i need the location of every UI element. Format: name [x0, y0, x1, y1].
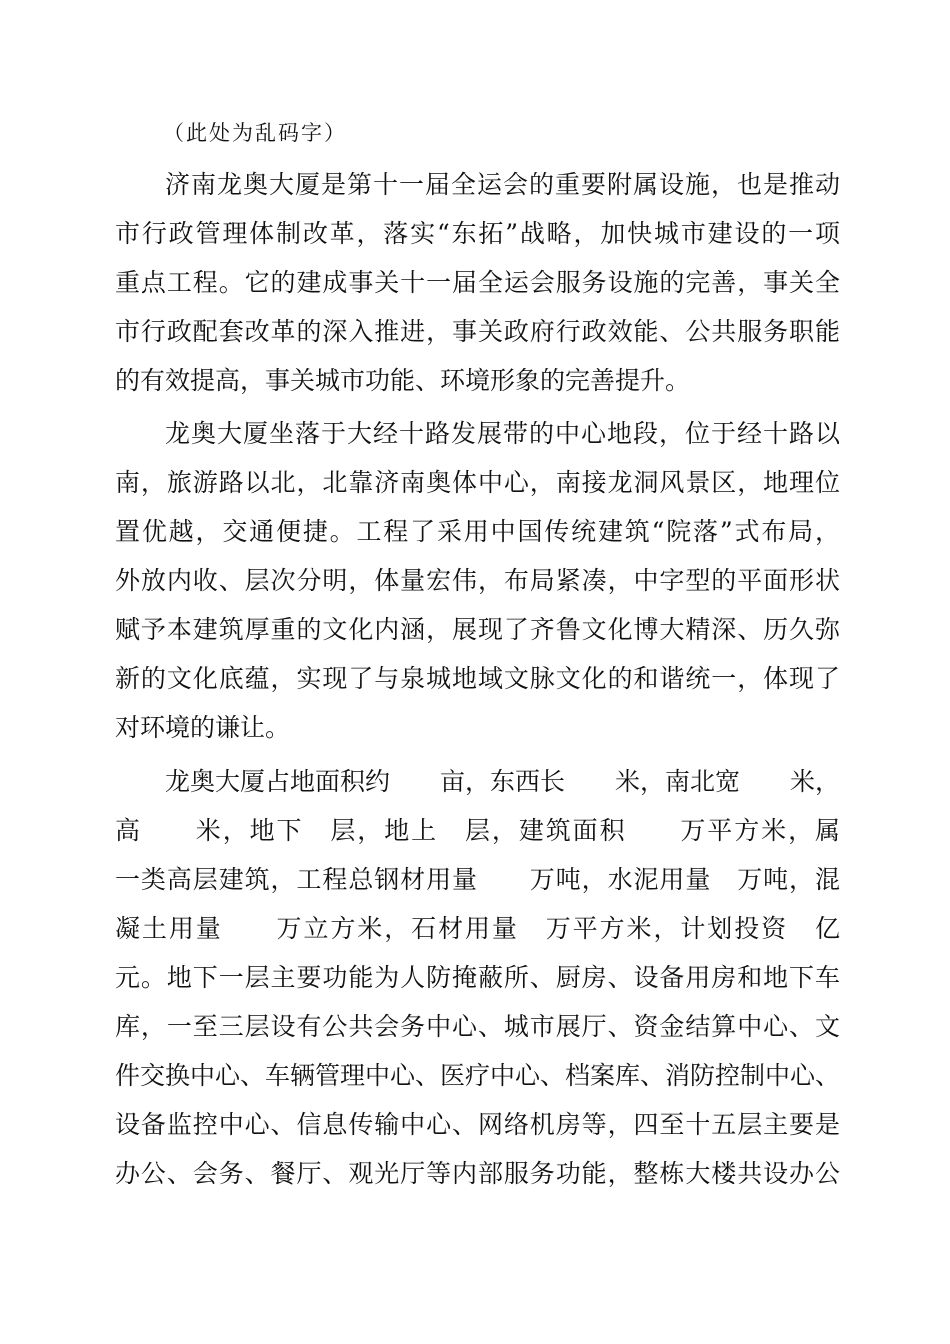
paragraph-line: 库，一至三层设有公共会务中心、城市展厅、资金结算中心、文	[115, 1012, 840, 1041]
paragraph-line: 高 米，地下 层，地上 层，建筑面积 万平方米，属	[115, 816, 840, 845]
paragraph-line: 件交换中心、车辆管理中心、医疗中心、档案库、消防控制中心、	[115, 1061, 840, 1090]
paragraph-line: 济南龙奥大厦是第十一届全运会的重要附属设施，也是推动	[165, 170, 840, 199]
paragraph-line: 对环境的谦让。	[115, 713, 291, 742]
paragraph-line: 市行政管理体制改革，落实“东拓”战略，加快城市建设的一项	[115, 219, 840, 248]
section-heading: （此处为乱码字）	[163, 121, 347, 145]
paragraph-1	[115, 160, 840, 405]
paragraph-line: 外放内收、层次分明，体量宏伟，布局紧凑，中字型的平面形状	[115, 566, 840, 595]
paragraph-3	[115, 757, 840, 1198]
paragraph-line: 南，旅游路以北，北靠济南奥体中心，南接龙洞风景区，地理位	[115, 468, 840, 497]
paragraph-line: 龙奥大厦占地面积约 亩，东西长 米，南北宽 米，	[165, 767, 840, 796]
paragraph-line: 赋予本建筑厚重的文化内涵，展现了齐鲁文化博大精深、历久弥	[115, 615, 840, 644]
paragraph-line: 市行政配套改革的深入推进，事关政府行政效能、公共服务职能	[115, 317, 840, 346]
paragraph-line: 凝土用量 万立方米，石材用量 万平方米，计划投资 亿	[115, 914, 840, 943]
paragraph-line: 重点工程。它的建成事关十一届全运会服务设施的完善，事关全	[115, 268, 840, 297]
paragraph-line: 设备监控中心、信息传输中心、网络机房等，四至十五层主要是	[115, 1110, 840, 1139]
paragraph-line: 龙奥大厦坐落于大经十路发展带的中心地段，位于经十路以	[165, 419, 840, 448]
paragraph-line: 的有效提高，事关城市功能、环境形象的完善提升。	[115, 366, 691, 395]
paragraph-line: 新的文化底蕴，实现了与泉城地域文脉文化的和谐统一，体现了	[115, 664, 840, 693]
paragraph-line: 一类高层建筑，工程总钢材用量 万吨，水泥用量 万吨，混	[115, 865, 840, 894]
paragraph-line: 办公、会务、餐厅、观光厅等内部服务功能，整栋大楼共设办公	[115, 1159, 840, 1188]
paragraph-line: 置优越，交通便捷。工程了采用中国传统建筑“院落”式布局，	[115, 517, 840, 546]
paragraph-line: 元。地下一层主要功能为人防掩蔽所、厨房、设备用房和地下车	[115, 963, 840, 992]
paragraph-2	[115, 409, 840, 752]
